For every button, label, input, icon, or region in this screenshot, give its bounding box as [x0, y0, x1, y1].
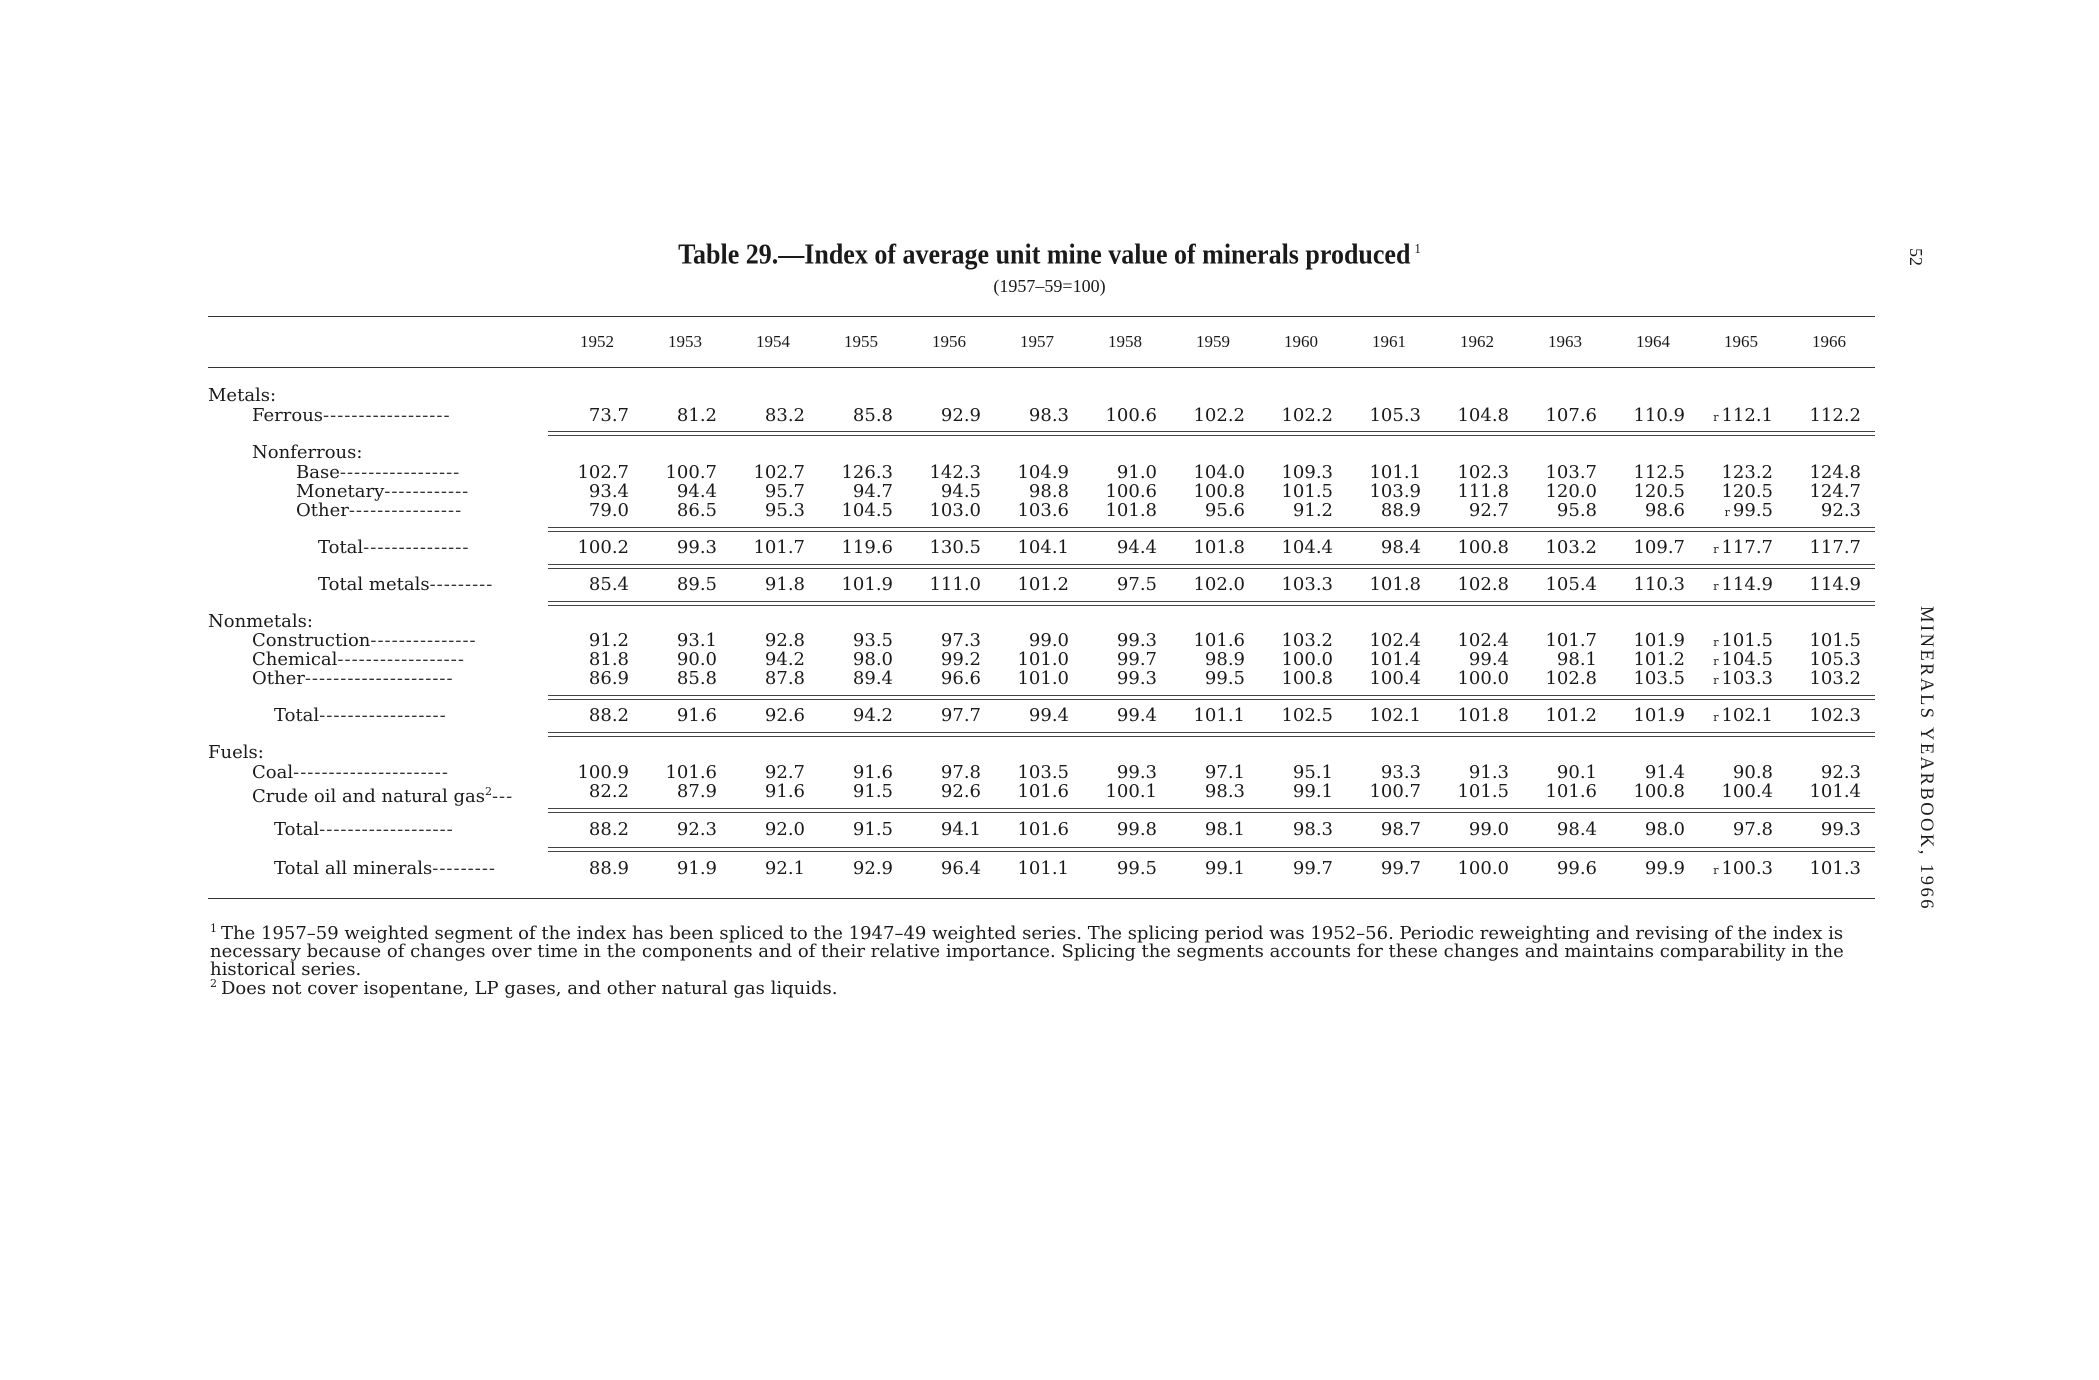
table-cell: 102.4: [1369, 630, 1421, 651]
table-cell: 124.8: [1809, 462, 1861, 483]
table-cell: 98.6: [1644, 500, 1685, 521]
year-header: 1957: [1020, 332, 1054, 351]
table-cell: 92.3: [1820, 762, 1861, 783]
table-cell: 110.9: [1633, 405, 1685, 426]
table-cell: 97.8: [1732, 819, 1773, 840]
table-cell: 99.1: [1204, 858, 1245, 879]
revised-mark: r: [1713, 674, 1719, 687]
table-cell: 96.4: [940, 858, 981, 879]
double-rule: [548, 527, 1875, 532]
row-label: Crude oil and natural gas$^2$---: [252, 785, 514, 807]
table-cell: 103.7: [1545, 462, 1597, 483]
table-cell: 99.4: [1468, 649, 1509, 670]
table-cell: 102.0: [1193, 574, 1245, 595]
table-cell: 91.6: [676, 705, 717, 726]
revised-mark: r: [1713, 711, 1719, 724]
table-cell: 101.1: [1017, 858, 1069, 879]
row-label: Nonmetals:: [208, 611, 313, 632]
table-cell: 91.6: [852, 762, 893, 783]
table-cell: 103.2: [1809, 668, 1861, 689]
table-cell: 86.9: [588, 668, 629, 689]
table-cell: 101.8: [1457, 705, 1509, 726]
table-cell: 104.9: [1017, 462, 1069, 483]
table-cell: 114.9: [1809, 574, 1861, 595]
table-cell: 100.6: [1105, 481, 1157, 502]
year-header: 1953: [668, 332, 702, 351]
table-cell: 95.6: [1204, 500, 1245, 521]
table-cell: 91.2: [588, 630, 629, 651]
table-cell: 101.2: [1545, 705, 1597, 726]
year-header: 1961: [1372, 332, 1406, 351]
table-cell: 92.7: [764, 762, 805, 783]
table-cell: 92.3: [1820, 500, 1861, 521]
year-header: 1952: [580, 332, 614, 351]
table-cell: 85.4: [588, 574, 629, 595]
row-label: Total all minerals---------: [274, 858, 497, 879]
table-cell: r 117.7: [1713, 537, 1773, 558]
revised-mark: r: [1713, 636, 1719, 649]
table-cell: 102.7: [753, 462, 805, 483]
table-cell: 97.7: [940, 705, 981, 726]
table-cell: 103.6: [1017, 500, 1069, 521]
table-cell: 100.0: [1457, 858, 1509, 879]
table-subtitle: (1957–59=100): [993, 276, 1106, 296]
table-cell: 123.2: [1721, 462, 1773, 483]
table-cell: 94.2: [852, 705, 893, 726]
table-cell: 102.7: [577, 462, 629, 483]
table-cell: 89.4: [852, 668, 893, 689]
table-cell: 102.5: [1281, 705, 1333, 726]
table-cell: 100.7: [1369, 781, 1421, 802]
table-cell: 100.8: [1633, 781, 1685, 802]
table-cell: 100.0: [1281, 649, 1333, 670]
revised-mark: r: [1713, 655, 1719, 668]
table-cell: 119.6: [841, 537, 893, 558]
double-rule: [548, 808, 1875, 813]
year-header: 1959: [1196, 332, 1230, 351]
year-header: 1956: [932, 332, 966, 351]
double-rule: [548, 601, 1875, 606]
table-cell: 100.8: [1457, 537, 1509, 558]
table-cell: 126.3: [841, 462, 893, 483]
table-cell: 104.0: [1193, 462, 1245, 483]
table-cell: 117.7: [1809, 537, 1861, 558]
table-cell: r 114.9: [1713, 574, 1773, 595]
revised-mark: r: [1713, 411, 1719, 424]
top-rule: [208, 316, 1875, 317]
table-cell: 88.2: [588, 705, 629, 726]
table-cell: r 99.5: [1724, 500, 1773, 521]
row-label: Other---------------------: [252, 668, 454, 689]
table-cell: 98.1: [1204, 819, 1245, 840]
table-cell: 104.1: [1017, 537, 1069, 558]
table-cell: 98.0: [1644, 819, 1685, 840]
table-cell: 91.6: [764, 781, 805, 802]
table-cell: 95.3: [764, 500, 805, 521]
table-cell: 90.8: [1732, 762, 1773, 783]
table-cell: 102.2: [1193, 405, 1245, 426]
table-cell: 100.4: [1721, 781, 1773, 802]
year-header: 1964: [1636, 332, 1670, 351]
table-cell: 85.8: [676, 668, 717, 689]
table-cell: 101.6: [1017, 819, 1069, 840]
table-cell: 103.3: [1281, 574, 1333, 595]
table-cell: 101.6: [1017, 781, 1069, 802]
table-cell: 103.5: [1017, 762, 1069, 783]
table-cell: 91.9: [676, 858, 717, 879]
table-cell: 99.0: [1468, 819, 1509, 840]
row-label: Ferrous------------------: [252, 405, 451, 426]
table-cell: 91.2: [1292, 500, 1333, 521]
row-label: Total metals---------: [318, 574, 494, 595]
row-label: Fuels:: [208, 742, 264, 763]
table-cell: 87.9: [676, 781, 717, 802]
table-cell: 97.5: [1116, 574, 1157, 595]
table-cell: 86.5: [676, 500, 717, 521]
double-rule: [548, 431, 1875, 436]
table-cell: 85.8: [852, 405, 893, 426]
table-cell: 101.6: [665, 762, 717, 783]
table-cell: 73.7: [588, 405, 629, 426]
table-cell: 93.4: [588, 481, 629, 502]
table-cell: 98.3: [1204, 781, 1245, 802]
table-cell: 102.2: [1281, 405, 1333, 426]
table-cell: 101.9: [841, 574, 893, 595]
table-cell: 100.9: [577, 762, 629, 783]
table-cell: 101.9: [1633, 705, 1685, 726]
table-cell: 92.1: [764, 858, 805, 879]
table-cell: 98.3: [1028, 405, 1069, 426]
table-cell: 94.7: [852, 481, 893, 502]
row-label: Total-------------------: [274, 819, 454, 840]
table-cell: 93.5: [852, 630, 893, 651]
table-cell: 100.1: [1105, 781, 1157, 802]
table-cell: 97.1: [1204, 762, 1245, 783]
table-cell: 95.7: [764, 481, 805, 502]
table-cell: 102.8: [1545, 668, 1597, 689]
table-cell: 101.0: [1017, 668, 1069, 689]
table-cell: 101.8: [1369, 574, 1421, 595]
table-cell: 110.3: [1633, 574, 1685, 595]
table-cell: 112.5: [1633, 462, 1685, 483]
table-cell: 99.3: [1116, 668, 1157, 689]
table-cell: 87.8: [764, 668, 805, 689]
table-cell: 100.2: [577, 537, 629, 558]
table-cell: 101.7: [753, 537, 805, 558]
row-label: Chemical------------------: [252, 649, 465, 670]
table-cell: 102.4: [1457, 630, 1509, 651]
table-cell: 120.0: [1545, 481, 1597, 502]
table-cell: 101.2: [1017, 574, 1069, 595]
table-cell: 98.3: [1292, 819, 1333, 840]
table-cell: 101.3: [1809, 858, 1861, 879]
table-cell: 99.5: [1204, 668, 1245, 689]
table-cell: 96.6: [940, 668, 981, 689]
table-cell: 94.4: [676, 481, 717, 502]
table-cell: 98.7: [1380, 819, 1421, 840]
table-cell: 95.1: [1292, 762, 1333, 783]
table-cell: 103.5: [1633, 668, 1685, 689]
table-cell: 98.4: [1380, 537, 1421, 558]
table-cell: 88.2: [588, 819, 629, 840]
row-label: Total---------------: [318, 537, 470, 558]
table-cell: 101.4: [1809, 781, 1861, 802]
year-header: 1965: [1724, 332, 1758, 351]
revised-mark: r: [1713, 543, 1719, 556]
year-header: 1963: [1548, 332, 1582, 351]
table-cell: r 101.5: [1713, 630, 1773, 651]
double-rule: [548, 564, 1875, 569]
title-footnote-mark: 1: [1414, 240, 1421, 257]
table-cell: 104.8: [1457, 405, 1509, 426]
table-cell: 99.6: [1556, 858, 1597, 879]
table-cell: 98.0: [852, 649, 893, 670]
table-cell: 101.1: [1369, 462, 1421, 483]
table-cell: 101.4: [1369, 649, 1421, 670]
table-cell: 112.2: [1809, 405, 1861, 426]
row-label: Other----------------: [296, 500, 463, 521]
table-cell: 107.6: [1545, 405, 1597, 426]
footnote-2: $^2$ Does not cover isopentane, LP gases, and other natural gas liquids.: [210, 977, 838, 999]
table-cell: 99.3: [1116, 630, 1157, 651]
table-cell: 99.3: [1820, 819, 1861, 840]
table-cell: 109.7: [1633, 537, 1685, 558]
table-cell: 100.4: [1369, 668, 1421, 689]
year-header: 1966: [1812, 332, 1846, 351]
table-cell: 102.3: [1457, 462, 1509, 483]
table-cell: 103.9: [1369, 481, 1421, 502]
table-cell: 92.9: [940, 405, 981, 426]
table-cell: 100.8: [1193, 481, 1245, 502]
bottom-rule: [208, 898, 1875, 899]
table-cell: 93.3: [1380, 762, 1421, 783]
revised-mark: r: [1724, 506, 1730, 519]
running-head: MINERALS YEARBOOK, 1966: [1916, 606, 1936, 912]
table-cell: 100.8: [1281, 668, 1333, 689]
table-cell: 99.7: [1116, 649, 1157, 670]
table-cell: 101.9: [1633, 630, 1685, 651]
table-cell: 92.7: [1468, 500, 1509, 521]
table-cell: 94.1: [940, 819, 981, 840]
row-label: Coal----------------------: [252, 762, 449, 783]
table-cell: r 112.1: [1713, 405, 1773, 426]
table-cell: 105.3: [1809, 649, 1861, 670]
table-cell: 99.4: [1116, 705, 1157, 726]
table-cell: 81.2: [676, 405, 717, 426]
table-cell: 100.6: [1105, 405, 1157, 426]
row-label: Construction---------------: [252, 630, 477, 651]
table-cell: 91.4: [1644, 762, 1685, 783]
table-cell: 91.3: [1468, 762, 1509, 783]
row-label: Base-----------------: [296, 462, 461, 483]
table-cell: 120.5: [1633, 481, 1685, 502]
table-cell: 142.3: [929, 462, 981, 483]
table-cell: 124.7: [1809, 481, 1861, 502]
table-cell: 102.3: [1809, 705, 1861, 726]
table-cell: 100.0: [1457, 668, 1509, 689]
table-cell: 101.8: [1193, 537, 1245, 558]
table-cell: 101.2: [1633, 649, 1685, 670]
table-title: Table 29.—Index of average unit mine value of minerals produced $^1$: [678, 238, 1421, 271]
year-header: 1958: [1108, 332, 1142, 351]
table-cell: 90.1: [1556, 762, 1597, 783]
table-cell: 101.5: [1281, 481, 1333, 502]
table-cell: 91.5: [852, 781, 893, 802]
table-cell: 91.0: [1116, 462, 1157, 483]
table-cell: r 104.5: [1713, 649, 1773, 670]
table-cell: 101.6: [1193, 630, 1245, 651]
table-cell: 94.2: [764, 649, 805, 670]
footnote-1: $^1$ The 1957–59 weighted segment of the index has been spliced to the 1947–49 weighted series. The splicing period was 1952–56. Periodic reweighting and revising of the index is necessary because of changes over time in the components and of their relative importance. Splicing the segments accounts for these changes and maintains comparability in the historical series.: [210, 922, 1844, 980]
table-cell: 79.0: [588, 500, 629, 521]
table-cell: 92.8: [764, 630, 805, 651]
table-cell: 120.5: [1721, 481, 1773, 502]
year-header: 1962: [1460, 332, 1494, 351]
table-cell: 102.1: [1369, 705, 1421, 726]
table-cell: 88.9: [1380, 500, 1421, 521]
row-label: Metals:: [208, 385, 277, 406]
table-cell: 99.2: [940, 649, 981, 670]
table-cell: 99.1: [1292, 781, 1333, 802]
year-header: 1960: [1284, 332, 1318, 351]
header-rule: [208, 367, 1875, 368]
revised-mark: r: [1713, 580, 1719, 593]
table-cell: r 102.1: [1713, 705, 1773, 726]
table-cell: 99.7: [1380, 858, 1421, 879]
table-cell: 97.8: [940, 762, 981, 783]
double-rule: [548, 847, 1875, 852]
double-rule: [548, 732, 1875, 737]
table-cell: 92.0: [764, 819, 805, 840]
table-cell: r 103.3: [1713, 668, 1773, 689]
table-cell: 101.1: [1193, 705, 1245, 726]
table-cell: 101.8: [1105, 500, 1157, 521]
double-rule: [548, 695, 1875, 700]
table-cell: 105.3: [1369, 405, 1421, 426]
table-cell: 111.0: [929, 574, 981, 595]
row-label: Nonferrous:: [252, 442, 363, 463]
table-cell: 97.3: [940, 630, 981, 651]
table-cell: 99.9: [1644, 858, 1685, 879]
table-cell: 92.9: [852, 858, 893, 879]
table-cell: 104.5: [841, 500, 893, 521]
year-header: 1954: [756, 332, 790, 351]
table-cell: 101.5: [1457, 781, 1509, 802]
table-cell: 130.5: [929, 537, 981, 558]
table-cell: 98.9: [1204, 649, 1245, 670]
table-cell: 103.2: [1545, 537, 1597, 558]
table-cell: 92.3: [676, 819, 717, 840]
table-cell: 82.2: [588, 781, 629, 802]
table-cell: 91.5: [852, 819, 893, 840]
table-cell: 99.0: [1028, 630, 1069, 651]
table-cell: 104.4: [1281, 537, 1333, 558]
page-number: 52: [1906, 248, 1926, 266]
table-cell: 105.4: [1545, 574, 1597, 595]
table-cell: 88.9: [588, 858, 629, 879]
table-cell: 81.8: [588, 649, 629, 670]
table-cell: 102.8: [1457, 574, 1509, 595]
table-cell: 99.5: [1116, 858, 1157, 879]
table-cell: 101.7: [1545, 630, 1597, 651]
table-cell: 99.7: [1292, 858, 1333, 879]
table-cell: 99.3: [1116, 762, 1157, 783]
table-cell: 109.3: [1281, 462, 1333, 483]
table-cell: 100.7: [665, 462, 717, 483]
table-cell: 101.5: [1809, 630, 1861, 651]
table-cell: r 100.3: [1713, 858, 1773, 879]
table-cell: 101.6: [1545, 781, 1597, 802]
table-cell: 83.2: [764, 405, 805, 426]
table-cell: 92.6: [940, 781, 981, 802]
table-cell: 111.8: [1457, 481, 1509, 502]
table-cell: 92.6: [764, 705, 805, 726]
table-cell: 89.5: [676, 574, 717, 595]
table-cell: 99.3: [676, 537, 717, 558]
table-cell: 101.0: [1017, 649, 1069, 670]
table-cell: 103.0: [929, 500, 981, 521]
table-cell: 91.8: [764, 574, 805, 595]
table-cell: 103.2: [1281, 630, 1333, 651]
table-cell: 98.4: [1556, 819, 1597, 840]
row-label: Monetary------------: [296, 481, 470, 502]
table-cell: 90.0: [676, 649, 717, 670]
table-cell: 94.5: [940, 481, 981, 502]
table-cell: 93.1: [676, 630, 717, 651]
row-label: Total------------------: [274, 705, 447, 726]
table-cell: 99.8: [1116, 819, 1157, 840]
table-cell: 98.1: [1556, 649, 1597, 670]
year-header: 1955: [844, 332, 878, 351]
table-cell: 95.8: [1556, 500, 1597, 521]
table-cell: 98.8: [1028, 481, 1069, 502]
table-cell: 99.4: [1028, 705, 1069, 726]
revised-mark: r: [1713, 864, 1719, 877]
table-cell: 94.4: [1116, 537, 1157, 558]
